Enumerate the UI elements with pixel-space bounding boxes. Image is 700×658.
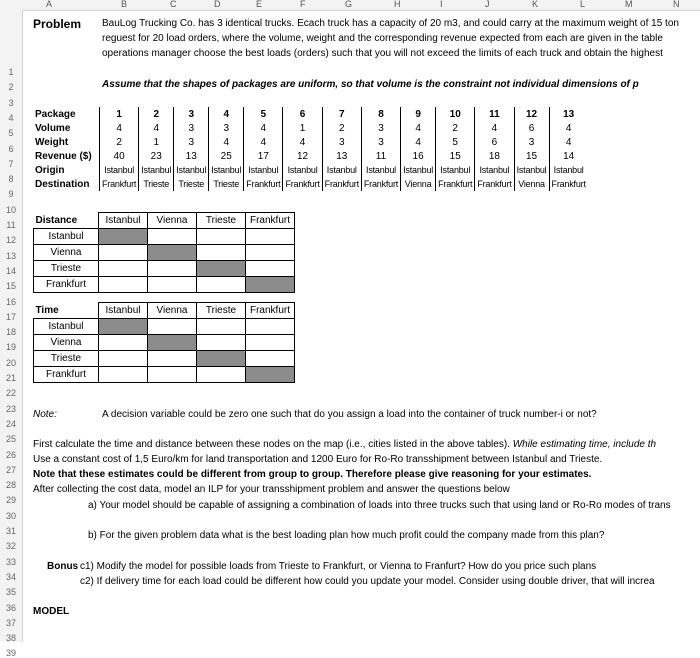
package-id-cell[interactable]: 1 bbox=[100, 107, 139, 121]
time-cell[interactable] bbox=[148, 335, 197, 351]
distance-cell[interactable] bbox=[197, 277, 246, 293]
volume-cell[interactable]: 4 bbox=[100, 121, 139, 135]
weight-cell[interactable]: 3 bbox=[361, 135, 400, 149]
assumption-text: Assume that the shapes of packages are uniform, so that volume is the constraint not individual dimensions of p bbox=[102, 79, 639, 90]
question-c2: c2) If delivery time for each load could be different how could you update your model. Consider using double driver, that will increa bbox=[80, 576, 655, 587]
time-row-frankfurt[interactable]: Frankfurt bbox=[34, 367, 99, 383]
distance-row-istanbul[interactable]: Istanbul bbox=[34, 229, 99, 245]
note-text: A decision variable could be zero one such that do you assign a load into the container of truck number-i or not? bbox=[102, 409, 597, 420]
row-number[interactable]: 22 bbox=[5, 388, 16, 399]
distance-cell[interactable] bbox=[197, 229, 246, 245]
row-number[interactable]: 14 bbox=[5, 265, 16, 276]
time-cell[interactable] bbox=[148, 367, 197, 383]
weight-cell[interactable]: 4 bbox=[401, 135, 436, 149]
time-cell[interactable] bbox=[246, 319, 295, 335]
weight-cell[interactable]: 4 bbox=[244, 135, 283, 149]
question-b: b) For the given problem data what is the best loading plan how much profit could the company made from this plan? bbox=[88, 530, 605, 541]
destination-cell[interactable]: Vienna bbox=[401, 177, 436, 191]
time-cell[interactable] bbox=[246, 351, 295, 367]
model-label: MODEL bbox=[33, 606, 70, 617]
volume-cell[interactable]: 4 bbox=[475, 121, 514, 135]
row-number[interactable]: 30 bbox=[5, 510, 16, 521]
time-col-istanbul[interactable]: Istanbul bbox=[99, 303, 148, 319]
row-number[interactable]: 9 bbox=[8, 189, 14, 200]
distance-cell[interactable] bbox=[246, 229, 295, 245]
time-cell[interactable] bbox=[99, 335, 148, 351]
question-a: a) Your model should be capable of assigning a combination of loads into three trucks such that using land or Ro-Ro modes of trans bbox=[88, 500, 671, 511]
column-header-c[interactable]: C bbox=[170, 0, 177, 9]
column-header-k[interactable]: K bbox=[532, 0, 539, 9]
weight-cell[interactable]: 3 bbox=[174, 135, 209, 149]
package-id-cell[interactable]: 9 bbox=[401, 107, 436, 121]
weight-cell[interactable]: 4 bbox=[549, 135, 588, 149]
column-header-d[interactable]: D bbox=[214, 0, 221, 9]
row-number[interactable]: 6 bbox=[8, 143, 14, 154]
time-cell[interactable] bbox=[99, 367, 148, 383]
revenue-cell[interactable]: 13 bbox=[322, 149, 361, 163]
row-number[interactable]: 32 bbox=[5, 541, 16, 552]
volume-cell[interactable]: 2 bbox=[322, 121, 361, 135]
instruction-row-29: After collecting the cost data, model an ILP for your transshipment problem and answer the questions below bbox=[33, 484, 510, 495]
package-id-cell[interactable]: 11 bbox=[475, 107, 514, 121]
revenue-cell[interactable]: 15 bbox=[514, 149, 549, 163]
origin-cell[interactable]: Istanbul bbox=[174, 163, 209, 177]
volume-cell[interactable]: 3 bbox=[174, 121, 209, 135]
problem-label: Problem bbox=[33, 17, 82, 31]
row-number[interactable]: 2 bbox=[8, 82, 14, 93]
volume-cell[interactable]: 4 bbox=[401, 121, 436, 135]
distance-col-vienna[interactable]: Vienna bbox=[148, 213, 197, 229]
row-number[interactable]: 33 bbox=[5, 556, 16, 567]
row-number[interactable]: 13 bbox=[5, 250, 16, 261]
distance-col-frankfurt[interactable]: Frankfurt bbox=[246, 213, 295, 229]
row-number[interactable]: 19 bbox=[5, 342, 16, 353]
origin-cell[interactable]: Istanbul bbox=[436, 163, 475, 177]
note-label: Note: bbox=[33, 409, 57, 420]
revenue-cell[interactable]: 18 bbox=[475, 149, 514, 163]
destination-row bbox=[33, 177, 588, 191]
revenue-cell[interactable]: 23 bbox=[139, 149, 174, 163]
row-number[interactable]: 5 bbox=[8, 128, 14, 139]
row-number[interactable]: 18 bbox=[5, 327, 16, 338]
volume-cell[interactable]: 4 bbox=[139, 121, 174, 135]
distance-cell[interactable] bbox=[246, 261, 295, 277]
weight-cell[interactable]: 3 bbox=[322, 135, 361, 149]
origin-row bbox=[33, 163, 588, 177]
distance-title: Distance bbox=[35, 214, 78, 226]
column-header-f[interactable]: F bbox=[300, 0, 306, 9]
row-number[interactable]: 12 bbox=[5, 235, 16, 246]
origin-cell[interactable]: Istanbul bbox=[475, 163, 514, 177]
time-cell[interactable] bbox=[197, 367, 246, 383]
destination-cell[interactable]: Frankfurt bbox=[283, 177, 322, 191]
revenue-cell[interactable]: 15 bbox=[436, 149, 475, 163]
row-label[interactable]: Package bbox=[35, 108, 76, 120]
destination-cell[interactable]: Frankfurt bbox=[244, 177, 283, 191]
package-id-cell[interactable]: 6 bbox=[283, 107, 322, 121]
origin-cell[interactable]: Istanbul bbox=[322, 163, 361, 177]
package-id-cell[interactable]: 4 bbox=[209, 107, 244, 121]
destination-cell[interactable]: Frankfurt bbox=[361, 177, 400, 191]
problem-line-3: operations manager choose the best loads (orders) such that you will not exceed the limits of each truck and obtain the highest bbox=[102, 48, 663, 59]
origin-cell[interactable]: Istanbul bbox=[100, 163, 139, 177]
distance-cell[interactable] bbox=[99, 261, 148, 277]
origin-cell[interactable]: Istanbul bbox=[139, 163, 174, 177]
time-col-vienna[interactable]: Vienna bbox=[148, 303, 197, 319]
revenue-cell[interactable]: 11 bbox=[361, 149, 400, 163]
package-table bbox=[33, 107, 588, 191]
instruction-row-26 bbox=[33, 439, 656, 450]
revenue-cell[interactable]: 25 bbox=[209, 149, 244, 163]
revenue-cell[interactable]: 16 bbox=[401, 149, 436, 163]
distance-cell[interactable] bbox=[99, 245, 148, 261]
time-title: Time bbox=[35, 304, 59, 316]
origin-cell[interactable]: Istanbul bbox=[244, 163, 283, 177]
row-number[interactable]: 27 bbox=[5, 464, 16, 475]
column-header-h[interactable]: H bbox=[394, 0, 401, 9]
distance-cell[interactable] bbox=[246, 277, 295, 293]
distance-cell[interactable] bbox=[246, 245, 295, 261]
volume-cell[interactable]: 3 bbox=[361, 121, 400, 135]
column-header-l[interactable]: L bbox=[580, 0, 586, 9]
column-header-g[interactable]: G bbox=[345, 0, 353, 9]
time-cell[interactable] bbox=[148, 351, 197, 367]
destination-cell[interactable]: Frankfurt bbox=[436, 177, 475, 191]
row-label[interactable]: Origin bbox=[35, 164, 65, 176]
time-col-trieste[interactable]: Trieste bbox=[197, 303, 246, 319]
destination-cell[interactable]: Frankfurt bbox=[475, 177, 514, 191]
package-id-cell[interactable]: 13 bbox=[549, 107, 588, 121]
distance-row-vienna[interactable]: Vienna bbox=[34, 245, 99, 261]
row-number[interactable]: 24 bbox=[5, 418, 16, 429]
column-header-n[interactable]: N bbox=[673, 0, 680, 9]
row-number[interactable]: 34 bbox=[5, 571, 16, 582]
distance-matrix bbox=[33, 212, 295, 293]
origin-cell[interactable]: Istanbul bbox=[549, 163, 588, 177]
row-number[interactable]: 7 bbox=[8, 158, 14, 169]
time-cell[interactable] bbox=[148, 319, 197, 335]
instruction-row-28: Note that these estimates could be different from group to group. Therefore please give reasoning for your estimates. bbox=[33, 469, 592, 480]
revenue-cell[interactable]: 14 bbox=[549, 149, 588, 163]
column-header-j[interactable]: J bbox=[485, 0, 490, 9]
row-number[interactable]: 21 bbox=[5, 373, 16, 383]
time-row-istanbul[interactable]: Istanbul bbox=[34, 319, 99, 335]
weight-row bbox=[33, 135, 588, 149]
time-row-trieste[interactable]: Trieste bbox=[34, 351, 99, 367]
time-cell[interactable] bbox=[246, 367, 295, 383]
distance-col-istanbul[interactable]: Istanbul bbox=[99, 213, 148, 229]
distance-cell[interactable] bbox=[148, 229, 197, 245]
distance-row-frankfurt[interactable]: Frankfurt bbox=[34, 277, 99, 293]
distance-cell[interactable] bbox=[148, 277, 197, 293]
weight-cell[interactable]: 2 bbox=[100, 135, 139, 149]
row-number[interactable]: 20 bbox=[5, 357, 16, 368]
destination-cell[interactable]: Trieste bbox=[139, 177, 174, 191]
time-cell[interactable] bbox=[197, 351, 246, 367]
volume-cell[interactable]: 1 bbox=[283, 121, 322, 135]
time-cell[interactable] bbox=[99, 351, 148, 367]
time-col-frankfurt[interactable]: Frankfurt bbox=[246, 303, 295, 319]
distance-col-trieste[interactable]: Trieste bbox=[197, 213, 246, 229]
row-label[interactable]: Weight bbox=[35, 136, 69, 148]
origin-cell[interactable]: Istanbul bbox=[283, 163, 322, 177]
distance-cell[interactable] bbox=[197, 245, 246, 261]
bonus-label: Bonus bbox=[47, 561, 79, 572]
volume-cell[interactable]: 4 bbox=[549, 121, 588, 135]
origin-cell[interactable]: Istanbul bbox=[401, 163, 436, 177]
column-header-m[interactable]: M bbox=[625, 0, 633, 9]
package-id-cell[interactable]: 3 bbox=[174, 107, 209, 121]
question-c1: c1) Modify the model for possible loads from Trieste to Frankfurt, or Vienna to Franfurt? How do you price such plans bbox=[80, 561, 597, 572]
problem-line-2: reguest for 20 load orders, where the volume, weight and the corresponding revenue expected from each are given in the table bbox=[102, 33, 663, 44]
row-number[interactable]: 35 bbox=[5, 587, 16, 598]
row-number[interactable]: 26 bbox=[5, 449, 16, 460]
row-number[interactable]: 16 bbox=[5, 296, 16, 307]
revenue-cell[interactable]: 12 bbox=[283, 149, 322, 163]
distance-row-trieste[interactable]: Trieste bbox=[34, 261, 99, 277]
volume-cell[interactable]: 4 bbox=[244, 121, 283, 135]
row-number[interactable]: 29 bbox=[5, 495, 16, 506]
weight-cell[interactable]: 4 bbox=[209, 135, 244, 149]
time-cell[interactable] bbox=[197, 319, 246, 335]
weight-cell[interactable]: 6 bbox=[475, 135, 514, 149]
volume-row bbox=[33, 121, 588, 135]
row-label[interactable]: Volume bbox=[35, 122, 71, 134]
row-number[interactable]: 39 bbox=[5, 648, 16, 658]
row-number[interactable]: 3 bbox=[8, 97, 14, 108]
row-number[interactable]: 8 bbox=[8, 174, 14, 185]
package-id-cell[interactable]: 12 bbox=[514, 107, 549, 121]
time-cell[interactable] bbox=[246, 335, 295, 351]
row-number[interactable]: 31 bbox=[5, 526, 16, 536]
package-id-cell[interactable]: 10 bbox=[436, 107, 475, 121]
weight-cell[interactable]: 3 bbox=[514, 135, 549, 149]
row-number[interactable]: 17 bbox=[5, 311, 16, 322]
origin-cell[interactable]: Istanbul bbox=[361, 163, 400, 177]
revenue-cell[interactable]: 13 bbox=[174, 149, 209, 163]
row-number[interactable]: 11 bbox=[6, 220, 16, 230]
row-number[interactable]: 4 bbox=[8, 112, 14, 123]
revenue-cell[interactable]: 17 bbox=[244, 149, 283, 163]
distance-cell[interactable] bbox=[99, 277, 148, 293]
time-matrix bbox=[33, 302, 295, 383]
volume-cell[interactable]: 3 bbox=[209, 121, 244, 135]
row-number[interactable]: 38 bbox=[5, 633, 16, 644]
volume-cell[interactable]: 2 bbox=[436, 121, 475, 135]
destination-cell[interactable]: Trieste bbox=[174, 177, 209, 191]
revenue-cell[interactable]: 40 bbox=[100, 149, 139, 163]
row-number[interactable]: 15 bbox=[5, 281, 16, 292]
column-header-e[interactable]: E bbox=[256, 0, 263, 9]
weight-cell[interactable]: 5 bbox=[436, 135, 475, 149]
origin-cell[interactable]: Istanbul bbox=[209, 163, 244, 177]
package-id-cell[interactable]: 8 bbox=[361, 107, 400, 121]
instruction-26-italic: While estimating time, include th bbox=[512, 439, 657, 450]
distance-cell[interactable] bbox=[99, 229, 148, 245]
distance-cell[interactable] bbox=[148, 245, 197, 261]
destination-cell[interactable]: Frankfurt bbox=[100, 177, 139, 191]
destination-cell[interactable]: Vienna bbox=[514, 177, 549, 191]
column-header-bar bbox=[0, 0, 700, 11]
weight-cell[interactable]: 4 bbox=[283, 135, 322, 149]
row-number[interactable]: 10 bbox=[5, 204, 16, 215]
revenue-row bbox=[33, 149, 588, 163]
origin-cell[interactable]: Istanbul bbox=[514, 163, 549, 177]
time-cell[interactable] bbox=[197, 335, 246, 351]
destination-cell[interactable]: Frankfurt bbox=[549, 177, 588, 191]
package-id-cell[interactable]: 2 bbox=[139, 107, 174, 121]
row-label[interactable]: Revenue ($) bbox=[35, 150, 92, 162]
time-cell[interactable] bbox=[99, 319, 148, 335]
time-row-vienna[interactable]: Vienna bbox=[34, 335, 99, 351]
instruction-26-text: First calculate the time and distance between these nodes on the map (i.e., cities listed in the above tables). bbox=[33, 439, 510, 450]
row-number[interactable]: 37 bbox=[5, 617, 16, 628]
destination-cell[interactable]: Frankfurt bbox=[322, 177, 361, 191]
row-number[interactable]: 1 bbox=[8, 67, 14, 77]
distance-cell[interactable] bbox=[148, 261, 197, 277]
distance-cell[interactable] bbox=[197, 261, 246, 277]
row-label[interactable]: Destination bbox=[35, 178, 90, 190]
weight-cell[interactable]: 1 bbox=[139, 135, 174, 149]
package-id-cell[interactable]: 5 bbox=[244, 107, 283, 121]
package-row bbox=[33, 107, 588, 121]
problem-line-1: BauLog Trucking Co. has 3 identical trucks. Ecach truck has a capacity of 20 m3, and could carry at the maximum weight of 15 ton bbox=[102, 18, 679, 29]
row-number[interactable]: 23 bbox=[5, 403, 16, 414]
column-header-i[interactable]: I bbox=[440, 0, 443, 9]
volume-cell[interactable]: 6 bbox=[514, 121, 549, 135]
column-header-a[interactable]: A bbox=[46, 0, 53, 9]
row-number[interactable]: 25 bbox=[5, 434, 16, 445]
row-number[interactable]: 28 bbox=[5, 480, 16, 491]
destination-cell[interactable]: Trieste bbox=[209, 177, 244, 191]
instruction-row-27: Use a constant cost of 1,5 Euro/km for land transportation and 1200 Euro for Ro-Ro transshipment between Istanbul and Trieste. bbox=[33, 454, 603, 465]
package-id-cell[interactable]: 7 bbox=[322, 107, 361, 121]
column-header-b[interactable]: B bbox=[121, 0, 128, 9]
row-number[interactable]: 36 bbox=[5, 602, 16, 613]
